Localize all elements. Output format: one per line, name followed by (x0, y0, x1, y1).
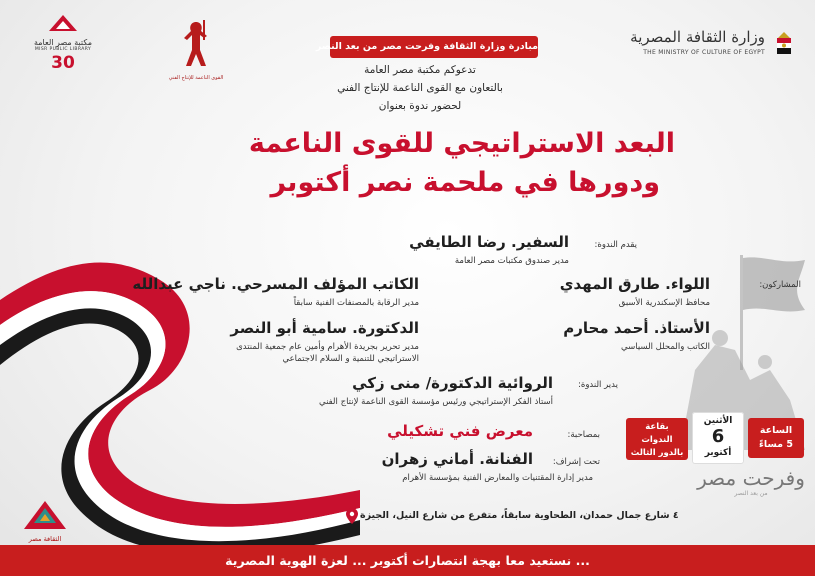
library-name-arabic: مكتبة مصر العامة (33, 38, 93, 47)
date-badge (692, 412, 744, 464)
library-name-english: MISR PUBLIC LIBRARY (34, 47, 92, 52)
ministry-logo-arabic: وزارة الثقافة المصرية (630, 28, 765, 46)
farhet-masr-text: وفرحت مصر (697, 466, 805, 490)
library-anniversary-number: 30 (51, 53, 75, 73)
culture-footer-logo (10, 500, 80, 544)
invite-line-2: بالتعاون مع القوى الناعمة للإنتاج الفني (337, 82, 503, 94)
participant-role-4a: مدير تحرير بجريدة الأهرام وأمين عام جمعية المنتدى (236, 342, 419, 352)
statue-icon (173, 18, 219, 70)
participant-role-4b: الاستراتيجي للتنمية و السلام الاجتماعي (282, 354, 419, 364)
ministry-logo-english: THE MINISTRY OF CULTURE OF EGYPT (643, 49, 765, 56)
participant-role-1: محافظ الإسكندرية الأسبق (618, 298, 710, 308)
moderator-name: الروائية الدكتورة/ منى زكي (352, 374, 553, 392)
participants-label: المشاركون: (759, 280, 801, 290)
soft-powers-caption: القوى الناعمة للإنتاج الفني (168, 75, 224, 81)
flag-ribbon-graphic (0, 190, 420, 550)
culture-footer-caption: الثقافة مصر (28, 535, 62, 543)
time-label: الساعة (759, 425, 793, 436)
hall-badge (626, 418, 688, 460)
pyramid-mosaic-icon (23, 500, 67, 530)
venue-address: ٤ شارع جمال حمدان، الطحاوية سابقاً، متفرع من شارع النيل، الجيزة (360, 510, 679, 521)
egypt-eagle-icon (770, 30, 798, 58)
initiative-banner: مبادرة وزارة الثقافة وفرحت مصر من بعد النصر (330, 36, 538, 58)
date-day: الأثنين (703, 416, 733, 426)
participant-name-2: الكاتب المؤلف المسرحي. ناجي عبدالله (132, 275, 419, 293)
misr-public-library-logo (14, 14, 112, 86)
date-number: 6 (711, 426, 725, 447)
presenter-role: مدير صندوق مكتبات مصر العامة (454, 256, 569, 266)
soft-powers-logo (160, 18, 232, 86)
farhet-masr-subtext: من بعد النصر (734, 490, 768, 497)
participant-name-4: الدكتورة. سامية أبو النصر (230, 319, 419, 337)
hall-line-2: الندوات (641, 435, 673, 445)
presenter-name: السفير. رضا الطايفي (409, 233, 569, 251)
hall-line-1: بقاعة (645, 422, 669, 432)
participant-role-2: مدير الرقابة بالمصنفات الفنية سابقاً (293, 298, 419, 308)
time-value: 5 مساءً (759, 439, 793, 450)
date-month: أكتوبر (704, 448, 732, 458)
footer-slogan-bar: ... نستعيد معا بهجة انتصارات أكتوبر ... لعزة الهوية المصرية (0, 545, 815, 576)
exhibition-name: معرض فني تشكيلي (387, 422, 533, 440)
event-title-line-2: ودورها في ملحمة نصر أكتوبر (270, 167, 660, 198)
hall-line-3: بالدور الثالث (630, 448, 684, 458)
participant-name-1: اللواء. طارق المهدي (559, 275, 710, 293)
invite-line-1: تدعوكم مكتبة مصر العامة (364, 64, 476, 76)
time-badge (748, 418, 804, 458)
location-pin-icon (346, 508, 358, 524)
presenter-label: يقدم الندوة: (594, 240, 637, 250)
participant-role-3: الكاتب والمحلل السياسي (621, 342, 710, 352)
participant-name-3: الأستاذ. أحمد محارم (563, 319, 710, 337)
event-title-line-1: البعد الاستراتيجي للقوى الناعمة (248, 128, 675, 159)
invite-line-3: لحضور ندوة بعنوان (378, 100, 462, 112)
supervisor-role: مدير إدارة المقتنيات والمعارض الفنية بمؤسسة الأهرام (402, 473, 593, 483)
exhibition-label: بمصاحبة: (567, 430, 600, 440)
supervisor-label: تحت إشراف: (552, 457, 600, 467)
library-triangle-icon (48, 14, 78, 32)
farhet-masr-logo (696, 466, 806, 506)
moderator-role: أستاذ الفكر الإستراتيجي ورئيس مؤسسة القوى الناعمة لإنتاج الفني (318, 397, 553, 407)
supervisor-name: الفنانة. أماني زهران (381, 450, 533, 468)
moderator-label: يدير الندوة: (578, 380, 618, 390)
ministry-of-culture-logo (600, 28, 800, 62)
